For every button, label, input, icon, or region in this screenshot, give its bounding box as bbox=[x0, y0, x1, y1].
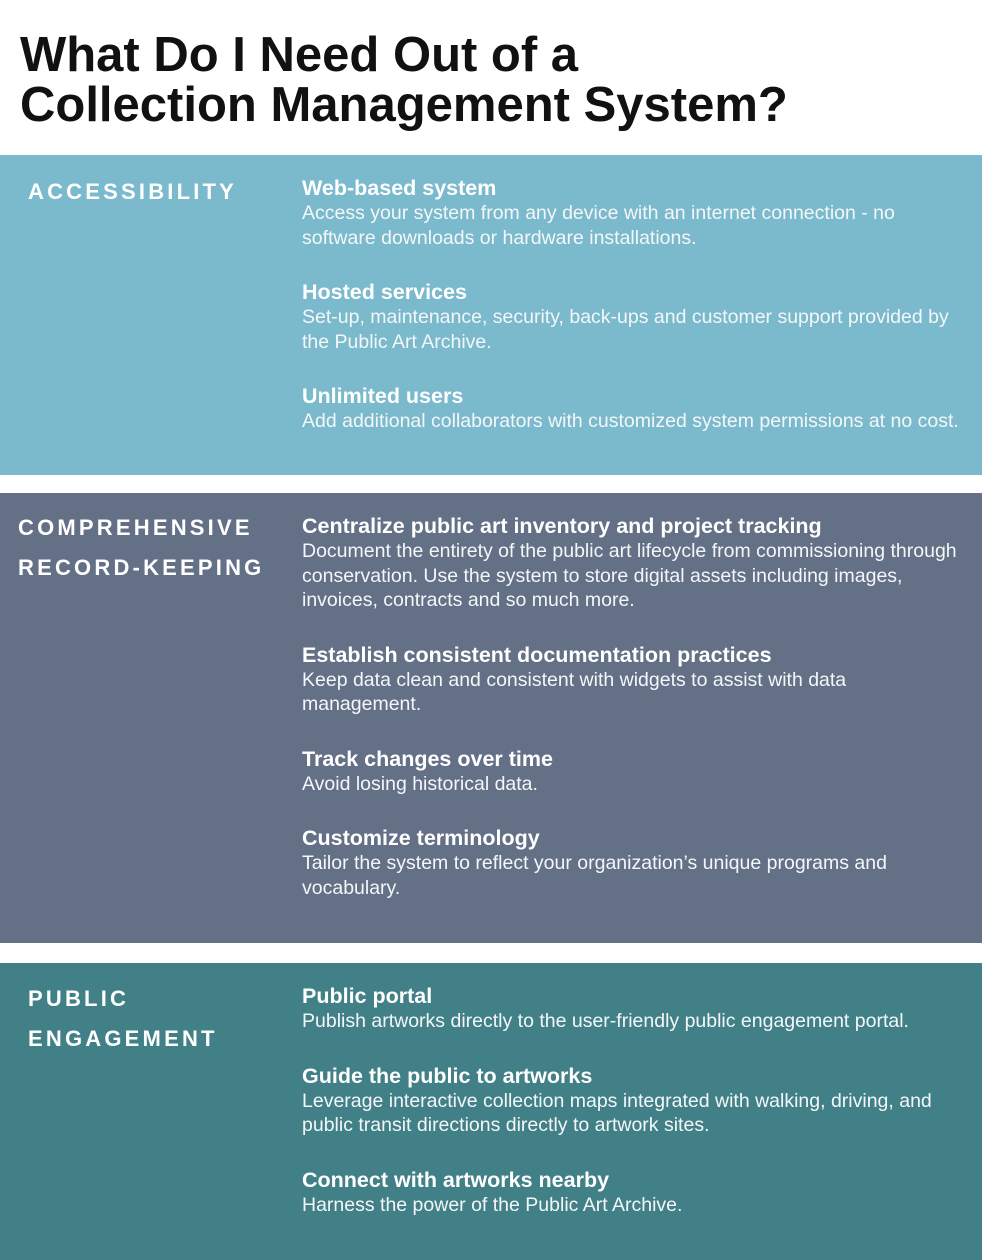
feature-description: Avoid losing historical data. bbox=[302, 772, 538, 795]
feature-item bbox=[302, 383, 962, 434]
feature-item bbox=[302, 825, 962, 900]
title-line: Collection Management System? bbox=[20, 78, 788, 132]
feature-description: Document the entirety of the public art lifecycle from commissioning through conservation. Use the system to store digital assets including images, invoices, contracts and so much more. bbox=[302, 540, 957, 611]
feature-heading: Connect with artworks nearby bbox=[302, 1167, 610, 1192]
feature-item bbox=[302, 175, 962, 250]
section-label-line: ENGAGEMENT bbox=[28, 1026, 218, 1051]
page-title bbox=[20, 30, 788, 130]
feature-description: Leverage interactive collection maps integrated with walking, driving, and public transit directions directly to artwork sites. bbox=[302, 1089, 932, 1136]
feature-heading: Track changes over time bbox=[302, 746, 553, 771]
feature-heading: Unlimited users bbox=[302, 384, 464, 408]
section-label-line: COMPREHENSIVE bbox=[18, 515, 253, 540]
feature-item bbox=[302, 746, 962, 797]
feature-item bbox=[302, 279, 962, 354]
feature-heading: Centralize public art inventory and project tracking bbox=[302, 514, 822, 538]
feature-list bbox=[302, 175, 962, 463]
section-label-line: PUBLIC bbox=[28, 986, 130, 1011]
feature-description: Tailor the system to reflect your organization’s unique programs and vocabulary. bbox=[302, 852, 887, 899]
feature-item bbox=[302, 1063, 962, 1138]
section-label-line: ACCESSIBILITY bbox=[28, 179, 238, 204]
section-label bbox=[18, 508, 265, 588]
section-label-line: RECORD-KEEPING bbox=[18, 555, 265, 580]
section-public-engagement bbox=[0, 963, 982, 1260]
feature-heading: Customize terminology bbox=[302, 826, 540, 850]
feature-list bbox=[302, 513, 962, 929]
feature-heading: Web-based system bbox=[302, 176, 497, 200]
feature-description: Keep data clean and consistent with widgets to assist with data management. bbox=[302, 668, 847, 715]
feature-heading: Public portal bbox=[302, 984, 433, 1008]
feature-description: Add additional collaborators with customized system permissions at no cost. bbox=[302, 410, 959, 432]
feature-heading: Establish consistent documentation practices bbox=[302, 642, 772, 667]
feature-heading: Guide the public to artworks bbox=[302, 1063, 593, 1088]
title-line: What Do I Need Out of a bbox=[20, 28, 579, 82]
feature-item bbox=[302, 642, 962, 717]
section-comprehensive-record-keeping bbox=[0, 493, 982, 943]
section-label bbox=[28, 172, 237, 212]
feature-item bbox=[302, 983, 962, 1034]
section-label bbox=[28, 979, 218, 1059]
section-accessibility bbox=[0, 155, 982, 475]
feature-description: Access your system from any device with an internet connection - no software downloads or hardware installations. bbox=[302, 202, 895, 249]
feature-item bbox=[302, 513, 962, 613]
feature-description: Publish artworks directly to the user-friendly public engagement portal. bbox=[302, 1010, 909, 1032]
feature-heading: Hosted services bbox=[302, 280, 467, 304]
feature-description: Harness the power of the Public Art Archive. bbox=[302, 1193, 683, 1216]
feature-item bbox=[302, 1167, 962, 1218]
feature-description: Set-up, maintenance, security, back-ups and customer support provided by the Public Art Archive. bbox=[302, 306, 949, 353]
feature-list bbox=[302, 983, 962, 1246]
